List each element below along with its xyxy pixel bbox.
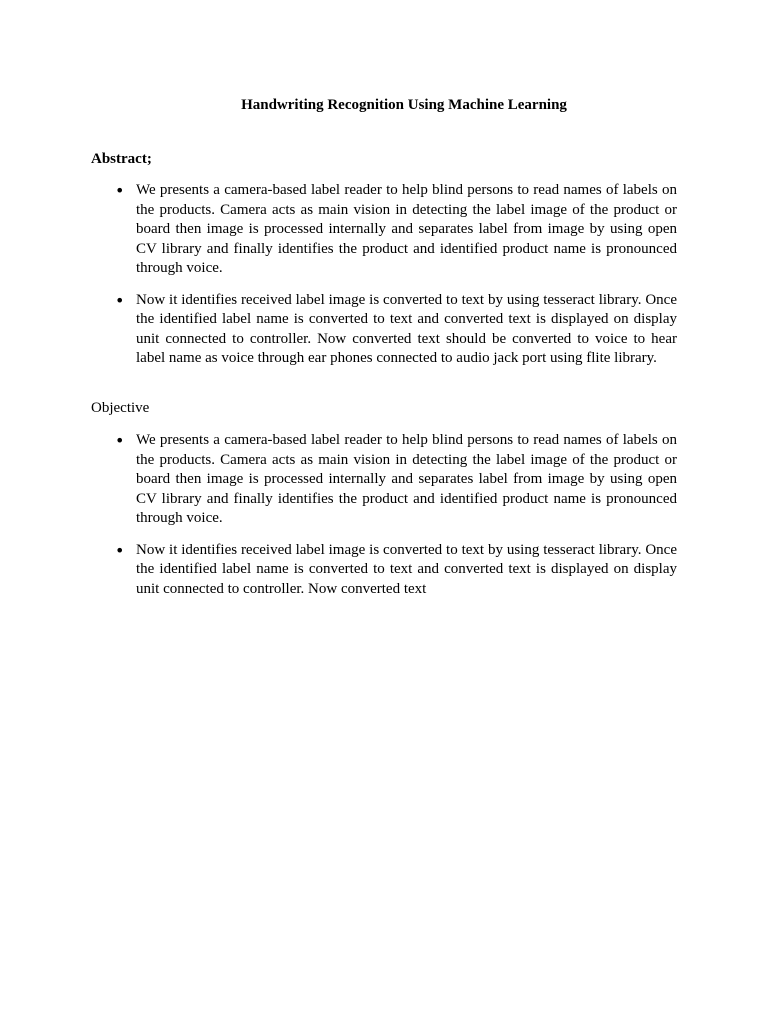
bullet-icon: • bbox=[115, 431, 125, 450]
objective-bullet-text: We presents a camera-based label reader to help blind persons to read names of labels on the products. Camera acts as main vision in detecting the label image of the product or board then image is processed internally and separates label from image by using open CV library and finally identifies the product and identified product name is pronounced through voice. bbox=[136, 432, 677, 526]
abstract-bullet-item bbox=[0, 181, 768, 279]
objective-heading: Objective bbox=[91, 400, 150, 416]
document-title: Handwriting Recognition Using Machine Learning bbox=[241, 97, 567, 113]
objective-bullet-item bbox=[0, 541, 768, 600]
abstract-bullet-text: Now it identifies received label image is converted to text by using tesseract library. Once the identified label name is converted to text and converted text is displayed on display unit connected to controller. Now converted text should be converted to voice to hear label name as voice through ear phones connected to audio jack port using flite library. bbox=[136, 291, 677, 366]
bullet-icon: • bbox=[115, 181, 125, 200]
objective-bullet-text: Now it identifies received label image is converted to text by using tesseract library. Once the identified label name is converted to text and converted text is displayed on display unit connected to controller. Now converted text bbox=[136, 541, 677, 597]
bullet-icon: • bbox=[115, 540, 125, 560]
abstract-bullet-list bbox=[0, 181, 768, 381]
objective-bullet-list bbox=[0, 431, 768, 611]
abstract-bullet-item bbox=[0, 291, 768, 369]
abstract-heading: Abstract; bbox=[91, 151, 152, 167]
abstract-bullet-text: We presents a camera-based label reader to help blind persons to read names of labels on the products. Camera acts as main vision in detecting the label image of the product or board then image is processed internally and separates label from image by using open CV library and finally identifies the product and identified product name is pronounced through voice. bbox=[136, 182, 677, 276]
bullet-icon: • bbox=[115, 290, 125, 310]
objective-bullet-item bbox=[0, 431, 768, 529]
